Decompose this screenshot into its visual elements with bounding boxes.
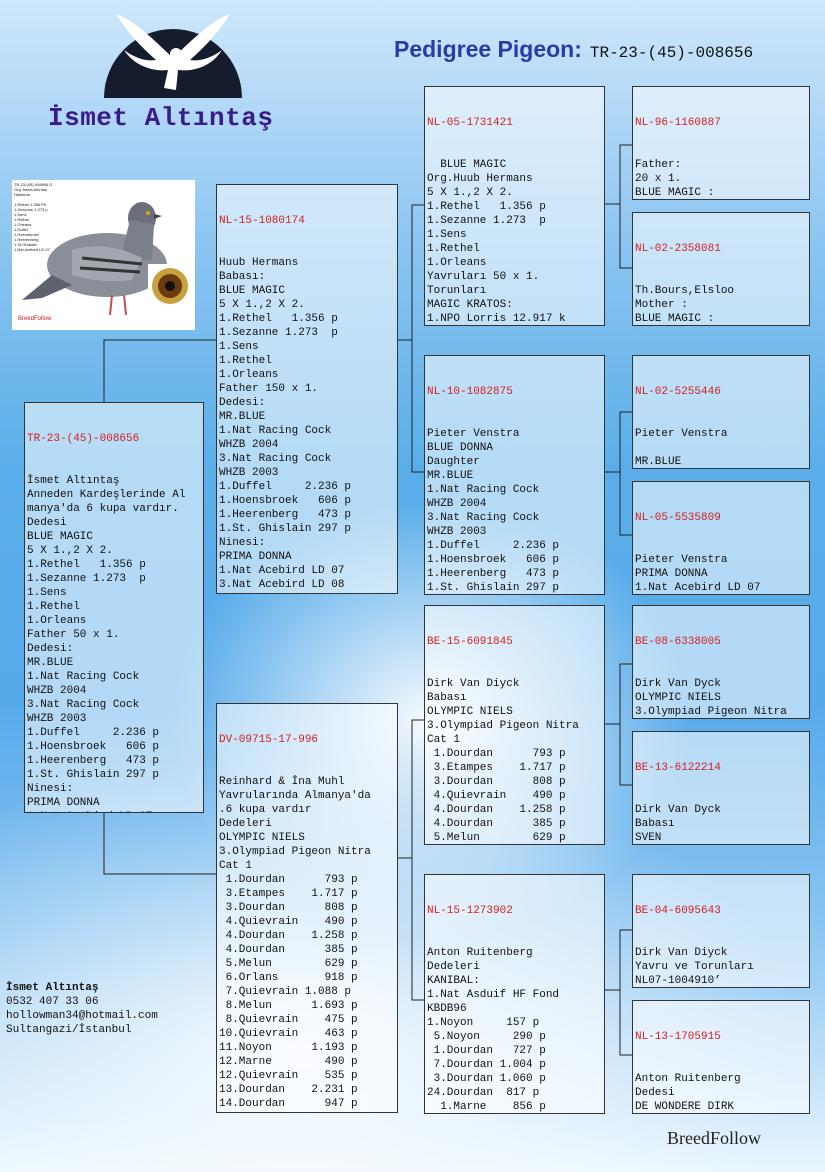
detail-line: WHZB 2003: [27, 713, 87, 725]
photo-card-line: 1.Heerenberg: [14, 237, 39, 242]
detail-line: 6.Orlans 918 p: [219, 972, 358, 984]
ring-number: NL-96-1160887: [635, 117, 721, 129]
pigeon-box-fff: [632, 86, 810, 200]
detail-line: 1.Orleans: [27, 615, 87, 627]
detail-line: 4.Quievrain 490 p: [427, 790, 566, 802]
detail-line: Mother :: [635, 299, 688, 311]
detail-line: Dedesi:: [219, 397, 266, 409]
detail-line: WHZB 2003: [219, 467, 279, 479]
photo-card-line: 1.Orleans: [14, 222, 32, 227]
detail-line: Ninesi:: [27, 783, 74, 795]
detail-line: Yavruları 50 x 1.: [427, 271, 540, 283]
detail-line: 1.Heerenberg 473 p: [27, 755, 160, 767]
detail-line: Dirk Van Dyck: [635, 678, 721, 690]
detail-line: PRIMA DONNA: [219, 551, 292, 563]
detail-line: manya'da 6 kupa vardır.: [27, 503, 179, 515]
pigeon-details: [427, 158, 602, 326]
ring-number: BE-04-6095643: [635, 905, 721, 917]
pigeon-details: [427, 427, 602, 595]
pigeon-details: [635, 158, 807, 200]
contact-name: İsmet Altıntaş: [6, 982, 99, 994]
photo-card-line: Hallenda: [14, 192, 30, 197]
ring-number: BE-13-6122214: [635, 762, 721, 774]
detail-line: MR.BLUE: [635, 456, 682, 468]
pedigree-id: TR-23-(45)-008656: [589, 44, 754, 62]
detail-line: Pieter Venstra: [635, 554, 728, 566]
ring-number: NL-05-1731421: [427, 117, 513, 129]
pigeon-box-father: [216, 184, 398, 594]
detail-line: 1.Sens: [219, 341, 259, 353]
detail-line: 20 x 1.: [635, 173, 682, 185]
pigeon-box-ff: [424, 86, 605, 326]
ring-number: NL-15-1080174: [219, 215, 305, 227]
detail-line: Dedesi: [635, 1087, 675, 1099]
detail-line: 12.Marne 490 p: [219, 1056, 358, 1068]
detail-line: 1.Duffel 2.236 p: [219, 481, 352, 493]
detail-line: 5.Melun 629 p: [427, 832, 566, 844]
detail-line: 1.Nat Acebird LD 07: [219, 565, 345, 577]
detail-line: KANIBAL:: [427, 975, 480, 987]
photo-card-line: 1.Sezanne 1.273 p: [14, 207, 48, 212]
detail-line: 10.Quievrain 463 p: [219, 1028, 358, 1040]
pigeon-details: [635, 946, 807, 988]
detail-line: 5.Melun 629 p: [219, 958, 358, 970]
pigeon-details: [635, 553, 807, 595]
detail-line: 8.Quievrain 475 p: [219, 1014, 358, 1026]
pigeon-details: [427, 677, 602, 845]
detail-line: Dedeleri: [427, 961, 480, 973]
ring-number: NL-05-5535809: [635, 512, 721, 524]
photo-card-line: 1.St.Ghislain: [14, 242, 37, 247]
detail-line: Father:: [635, 159, 682, 171]
page-title: [394, 36, 753, 63]
detail-line: PRIMA DONNA: [27, 797, 100, 809]
detail-line: 3.Olympiad Pigeon Nitra: [219, 846, 371, 858]
detail-line: [635, 441, 807, 455]
detail-line: Father 150 x 1.: [219, 383, 319, 395]
detail-line: Huub Hermans: [219, 257, 299, 269]
photo-card-line: 1.Nat Acebird LD 07: [14, 247, 50, 252]
detail-line: BLUE MAGIC: [219, 285, 286, 297]
pigeon-details: [219, 256, 395, 594]
detail-line: 7.Dourdan 1.004 p: [427, 1059, 546, 1071]
detail-line: 3.Nat Racing Cock: [219, 453, 332, 465]
detail-line: Ninesi:: [219, 537, 266, 549]
detail-line: 3.Nat Racing Cock: [27, 699, 140, 711]
white-dove-icon: [104, 10, 242, 98]
detail-line: Anton Ruitenberg: [427, 947, 533, 959]
detail-line: 1.NPO Lorris 12.917 k: [427, 313, 566, 325]
pigeon-box-mmm: [632, 1000, 810, 1114]
detail-line: 1.Rethel 1.356 p: [27, 559, 146, 571]
photo-card-line: 1.Sens: [14, 212, 27, 217]
detail-line: Dedesi:: [27, 643, 74, 655]
pigeon-details: [635, 284, 807, 326]
ring-number: TR-23-(45)-008656: [27, 433, 140, 445]
detail-line: 1.St. Ghislain 297 p: [27, 769, 160, 781]
pigeon-box-mfm: [632, 731, 810, 845]
pigeon-details: [27, 474, 201, 813]
detail-line: 1.Orleans: [427, 257, 487, 269]
detail-line: Th.Bours,Elsloo: [635, 285, 735, 297]
detail-line: Cat 1: [427, 734, 461, 746]
pigeon-photo: [12, 180, 195, 330]
detail-line: 1.Rethel: [27, 601, 80, 613]
detail-line: 1.Nat Racing Cock: [427, 484, 540, 496]
detail-line: [27, 810, 201, 813]
pigeon-details: [635, 803, 807, 845]
ring-number: BE-08-6338005: [635, 636, 721, 648]
pigeon-details: [635, 427, 807, 469]
detail-line: NL07-1004910’: [635, 975, 721, 987]
detail-line: KBDB96: [427, 1003, 467, 1015]
detail-line: 8.Melun 1.693 p: [219, 1000, 358, 1012]
detail-line: 1.Hoensbroek 606 p: [27, 741, 160, 753]
detail-line: Anneden Kardeşlerinde Al: [27, 489, 186, 501]
ring-number: NL-15-1273902: [427, 905, 513, 917]
detail-line: Torunları: [427, 285, 487, 297]
pigeon-details: [219, 775, 395, 1113]
pigeon-box-mother: [216, 703, 398, 1113]
detail-line: 11.Noyon 1.193 p: [219, 1042, 358, 1054]
detail-line: 1.Nat Racing Cock: [219, 425, 332, 437]
detail-line: Babası: [635, 818, 675, 830]
detail-line: 5 X 1.,2 X 2.: [219, 299, 305, 311]
ring-number: BE-15-6091845: [427, 636, 513, 648]
detail-line: 4.Quievrain 490 p: [219, 916, 358, 928]
detail-line: MR.BLUE: [219, 411, 266, 423]
detail-line: Reinhard & İna Muhl: [219, 776, 345, 788]
detail-line: 1.Dourdan 793 p: [427, 748, 566, 760]
pigeon-box-ffm: [632, 212, 810, 326]
detail-line: 1.Noyon 157 p: [427, 1017, 540, 1029]
detail-line: 1.Dourdan 727 p: [427, 1045, 546, 1057]
detail-line: Pieter Venstra: [635, 428, 728, 440]
detail-line: Cat 1: [219, 860, 253, 872]
contact-phone: 0532 407 33 06: [6, 996, 99, 1008]
pigeon-details: [427, 946, 602, 1114]
detail-line: BLUE MAGIC :: [635, 313, 715, 325]
photo-card-line: 1.Rethel: [14, 217, 29, 222]
detail-line: PRIMA DONNA: [635, 568, 708, 580]
detail-line: 5 X 1.,2 X 2.: [427, 187, 513, 199]
detail-line: 1.Heerenberg 473 p: [427, 568, 560, 580]
footer-brand: BreedFollow: [667, 1128, 761, 1148]
contact-email: hollowman34@hotmail.com: [6, 1010, 158, 1022]
pigeon-box-mm: [424, 874, 605, 1114]
photo-card-line: 1.Hoensbroek: [14, 232, 39, 237]
contact-block: [6, 981, 158, 1037]
detail-line: [219, 592, 395, 594]
detail-line: 7.Quievrain 1.088 p: [219, 986, 352, 998]
detail-line: OLYMPIC NIELS: [635, 692, 721, 704]
detail-line: 1.Rethel: [219, 355, 272, 367]
detail-line: 1.St. Ghislain 297 p: [219, 523, 352, 535]
detail-line: 1.Sezanne 1.273 p: [219, 327, 338, 339]
pigeon-box-main: [24, 402, 204, 813]
photo-card-line: Org.:İsmet Altıntaş: [14, 187, 47, 192]
owner-name: İsmet Altıntaş: [48, 103, 274, 133]
detail-line: BLUE MAGIC: [427, 159, 507, 171]
detail-line: Father 50 x 1.: [27, 629, 120, 641]
detail-line: 1.Duffel 2.236 p: [427, 540, 560, 552]
ring-number: NL-02-5255446: [635, 386, 721, 398]
detail-line: Anton Ruitenberg: [635, 1073, 741, 1085]
detail-line: WHZB 2004: [427, 498, 487, 510]
detail-line: Dirk Van Diyck: [427, 678, 520, 690]
detail-line: 1.Heerenberg 473 p: [219, 509, 352, 521]
detail-line: Dedeleri: [219, 818, 272, 830]
detail-line: 14.Dourdan 947 p: [219, 1098, 358, 1110]
pigeon-box-fmm: [632, 481, 810, 595]
detail-line: 1.Rethel 1.356 p: [219, 313, 338, 325]
detail-line: Yavrularında Almanya'da: [219, 790, 371, 802]
detail-line: Dirk Van Diyck: [635, 947, 728, 959]
detail-line: 3.Nat Acebird LD 08: [219, 579, 345, 591]
detail-line: 1.Nat Acebird LD 07: [635, 582, 761, 594]
detail-line: BLUE MAGIC: [27, 531, 94, 543]
ring-number: NL-02-2358081: [635, 243, 721, 255]
detail-line: 1.Sezanne 1.273 p: [27, 573, 146, 585]
photo-brand: BreedFollow: [18, 316, 52, 322]
detail-line: MAGIC KRATOS:: [427, 299, 513, 311]
detail-line: 3.Olympiad Pigeon Nitra: [635, 706, 787, 718]
pigeon-box-fm: [424, 355, 605, 595]
pigeon-box-mf: [424, 605, 605, 845]
pigeon-box-fmf: [632, 355, 810, 469]
photo-card-line: TR-23-(45)-008656 D: [14, 182, 53, 187]
detail-line: 1.Marne 856 p: [427, 1101, 546, 1113]
detail-line: WHZB 2004: [219, 439, 279, 451]
detail-line: 1.Sezanne 1.273 p: [427, 215, 546, 227]
detail-line: 1.Nat Racing Cock: [27, 671, 140, 683]
detail-line: 1.St. Ghislain 297 p: [427, 582, 560, 594]
detail-line: Dedesi: [27, 517, 67, 529]
detail-line: 13.Dourdan 2.231 p: [219, 1084, 358, 1096]
ring-number: DV-09715-17-996: [219, 734, 319, 746]
detail-line: Babası: [427, 692, 467, 704]
detail-line: Daughter: [427, 456, 480, 468]
detail-line: Babası:: [219, 271, 266, 283]
detail-line: Org.Huub Hermans: [427, 173, 533, 185]
pigeon-box-mff: [632, 605, 810, 719]
detail-line: 1.Hoensbroek 606 p: [427, 554, 560, 566]
detail-line: 1.Orleans: [219, 369, 279, 381]
detail-line: Dirk Van Dyck: [635, 804, 721, 816]
detail-line: 5 X 1.,2 X 2.: [27, 545, 113, 557]
detail-line: İsmet Altıntaş: [27, 475, 120, 487]
detail-line: MR.BLUE: [27, 657, 74, 669]
detail-line: OLYMPIC NIELS: [219, 832, 305, 844]
detail-line: Yavru ve Torunları: [635, 961, 754, 973]
detail-line: 5.Noyon 290 p: [427, 1031, 546, 1043]
detail-line: WHZB 2004: [27, 685, 87, 697]
photo-card-line: 1.Rethel 1.356 Ptr: [14, 202, 47, 207]
title-label: Pedigree Pigeon:: [394, 36, 582, 62]
detail-line: 4.Dourdan 1.258 p: [427, 804, 566, 816]
detail-line: [219, 1111, 395, 1113]
detail-line: 4.Dourdan 385 p: [219, 944, 358, 956]
pigeon-illustration: [12, 180, 195, 330]
detail-line: 3.Etampes 1.717 p: [427, 762, 566, 774]
detail-line: 1.Dourdan 793 p: [219, 874, 358, 886]
detail-line: SVEN: [635, 832, 662, 844]
detail-line: 1.Duffel 2.236 p: [27, 727, 160, 739]
detail-line: WHZB 2003: [427, 526, 487, 538]
detail-line: 3.Olympiad Pigeon Nitra: [427, 720, 579, 732]
pigeon-details: [635, 677, 807, 719]
detail-line: 1.Rethel 1.356 p: [427, 201, 546, 213]
detail-line: 4.Dourdan 1.258 p: [219, 930, 358, 942]
detail-line: 3.Dourdan 808 p: [427, 776, 566, 788]
ring-number: NL-13-1705915: [635, 1031, 721, 1043]
photo-card-line: 1.Duffel: [14, 227, 28, 232]
detail-line: 24.Dourdan 817 p: [427, 1087, 540, 1099]
detail-line: 1.Sens: [27, 587, 67, 599]
detail-line: BLUE DONNA: [427, 442, 494, 454]
detail-line: 3.Nat Racing Cock: [427, 512, 540, 524]
detail-line: 4.Dourdan 385 p: [427, 818, 566, 830]
detail-line: 1.Sens: [427, 229, 467, 241]
contact-location: Sultangazi/İstanbul: [6, 1024, 132, 1036]
detail-line: 12.Quievrain 535 p: [219, 1070, 358, 1082]
detail-line: OLYMPIC NIELS: [427, 706, 513, 718]
detail-line: MR.BLUE: [427, 470, 474, 482]
detail-line: BLUE MAGIC :: [635, 187, 715, 199]
detail-line: 1.Rethel: [427, 243, 480, 255]
detail-line: 3.Dourdan 1.060 p: [427, 1073, 546, 1085]
detail-line: 1.Nat Asduif HF Fond: [427, 989, 560, 1001]
detail-line: 1.Hoensbroek 606 p: [219, 495, 352, 507]
detail-line: .6 kupa vardır: [219, 804, 312, 816]
pigeon-box-mmf: [632, 874, 810, 988]
pigeon-details: [635, 1072, 807, 1114]
detail-line: 3.Etampes 1.717 p: [219, 888, 358, 900]
detail-line: Pieter Venstra: [427, 428, 520, 440]
detail-line: 3.Dourdan 808 p: [219, 902, 358, 914]
detail-line: DE WONDERE DIRK: [635, 1101, 735, 1113]
ring-number: NL-10-1082875: [427, 386, 513, 398]
